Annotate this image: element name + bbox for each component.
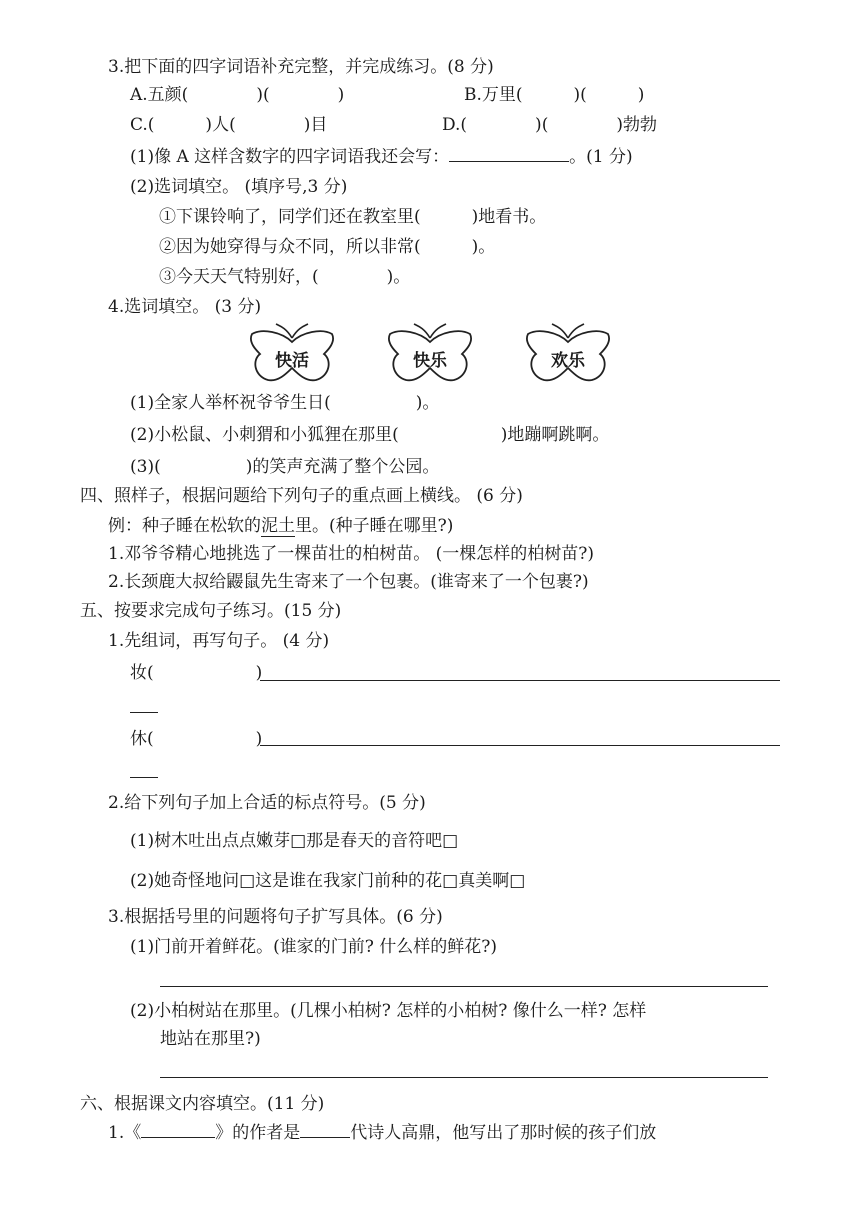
answer-blank[interactable] xyxy=(449,145,569,162)
word-char-zhuang: 妆( ) xyxy=(130,663,263,683)
q4-title: 4.选词填空。 (3 分) xyxy=(108,297,262,317)
answer-blank[interactable] xyxy=(300,1121,350,1138)
q3-option-a: A.五颜( )( ) xyxy=(130,85,345,105)
section4-title: 四、照样子，根据问题给下列句子的重点画上横线。 (6 分) xyxy=(80,486,523,506)
expand-item2-line1: (2)小柏树站在那里。(几棵小柏树? 怎样的小柏树? 像什么一样? 怎样 xyxy=(130,1001,647,1021)
q1-text: 1.《 xyxy=(108,1123,142,1143)
sentence-answer-line[interactable] xyxy=(260,745,780,746)
word-option: 快活 xyxy=(275,351,309,371)
q4-sub1: (1)全家人举杯祝爷爷生日( )。 xyxy=(130,393,440,413)
q1-text: 》的作者是 xyxy=(215,1123,301,1143)
q3-option-c: C.( )人( )目 xyxy=(130,115,328,135)
butterfly-word-card xyxy=(246,322,338,392)
sentence-answer-line[interactable] xyxy=(130,712,158,713)
section5-title: 五、按要求完成句子练习。(15 分) xyxy=(80,601,342,621)
q4-sub2: (2)小松鼠、小刺猬和小狐狸在那里( )地蹦啊跳啊。 xyxy=(130,425,610,445)
q3-sub1-score: 。(1 分) xyxy=(569,147,633,167)
section5-q1: 1.先组词，再写句子。 (4 分) xyxy=(108,631,330,651)
expand-answer-line[interactable] xyxy=(160,986,768,987)
q3-option-d: D.( )( )勃勃 xyxy=(442,115,657,135)
example-question: 里。(种子睡在哪里?) xyxy=(295,516,454,536)
q3-sub2-item3: ③今天天气特别好，( )。 xyxy=(159,267,411,287)
q3-sub1 xyxy=(130,145,633,168)
section4-example xyxy=(108,515,453,537)
sentence-answer-line[interactable] xyxy=(260,680,780,681)
expand-item2-line2: 地站在那里?) xyxy=(160,1029,261,1049)
section6-q1 xyxy=(108,1121,656,1144)
expand-item1: (1)门前开着鲜花。(谁家的门前? 什么样的鲜花?) xyxy=(130,937,497,957)
butterfly-word-card xyxy=(384,322,476,392)
answer-blank[interactable] xyxy=(141,1121,215,1138)
expand-answer-line[interactable] xyxy=(160,1077,768,1078)
punctuation-item2[interactable]: (2)她奇怪地问□这是谁在我家门前种的花□真美啊□ xyxy=(130,871,526,891)
q3-title: 3.把下面的四字词语补充完整，并完成练习。(8 分) xyxy=(108,57,494,77)
butterfly-word-card xyxy=(522,322,614,392)
sentence-answer-line[interactable] xyxy=(130,777,158,778)
q3-sub1-prompt: (1)像 A 这样含数字的四字词语我还会写： xyxy=(130,147,450,167)
word-option: 快乐 xyxy=(413,351,447,371)
example-underlined: 泥土 xyxy=(261,516,295,536)
q3-sub2-item2: ②因为她穿得与众不同，所以非常( )。 xyxy=(159,237,496,257)
section4-item1[interactable]: 1.邓爷爷精心地挑选了一棵苗壮的柏树苗。 (一棵怎样的柏树苗?) xyxy=(108,544,595,564)
example-text: 例：种子睡在松软的 xyxy=(108,516,261,536)
q3-option-b: B.万里( )( ) xyxy=(464,85,645,105)
section5-q2: 2.给下列句子加上合适的标点符号。(5 分) xyxy=(108,793,426,813)
q4-sub3: (3)( )的笑声充满了整个公园。 xyxy=(130,457,440,477)
q3-sub2-item1: ①下课铃响了，同学们还在教室里( )地看书。 xyxy=(159,207,547,227)
punctuation-item1[interactable]: (1)树木吐出点点嫩芽□那是春天的音符吧□ xyxy=(130,831,459,851)
word-char-xiu: 休( ) xyxy=(130,729,263,749)
q3-sub2: (2)选词填空。 (填序号,3 分) xyxy=(130,177,348,197)
section4-item2[interactable]: 2.长颈鹿大叔给鼹鼠先生寄来了一个包裹。(谁寄来了一个包裹?) xyxy=(108,572,589,592)
q1-text: 代诗人高鼎，他写出了那时候的孩子们放 xyxy=(350,1123,657,1143)
word-option: 欢乐 xyxy=(551,351,585,371)
section6-title: 六、根据课文内容填空。(11 分) xyxy=(80,1094,325,1114)
section5-q3: 3.根据括号里的问题将句子扩写具体。(6 分) xyxy=(108,907,443,927)
